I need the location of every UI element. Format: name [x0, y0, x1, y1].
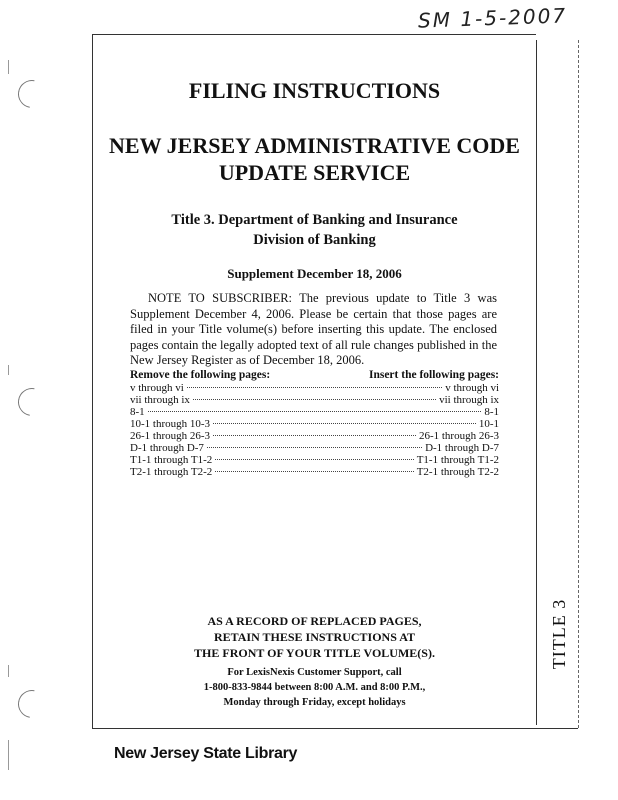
remove-pages: 10-1 through 10-3 — [130, 418, 211, 430]
code-title-line: NEW JERSEY ADMINISTRATIVE CODE — [109, 133, 520, 158]
insert-pages: v through vi — [445, 382, 499, 394]
department-title: Title 3. Department of Banking and Insurance — [171, 212, 458, 228]
insert-pages: T1-1 through T1-2 — [416, 454, 499, 466]
page-row — [130, 406, 499, 418]
dot-leader — [213, 435, 416, 436]
dot-leader — [207, 447, 422, 448]
supplement-date: Supplement December 18, 2006 — [227, 266, 402, 281]
department-heading — [93, 210, 536, 250]
insert-pages: T2-1 through T2-2 — [416, 466, 499, 478]
support-phone: 1-800-833-9844 between 8:00 A.M. and 8:00 P.M., — [203, 682, 426, 693]
remove-pages: T1-1 through T1-2 — [130, 454, 213, 466]
remove-pages-header: Remove the following pages: — [130, 369, 271, 381]
tab-divider-line — [536, 40, 537, 725]
scan-edge-mark — [8, 665, 9, 677]
page-list-header — [130, 368, 499, 382]
dot-leader — [213, 423, 476, 424]
page-row — [130, 430, 499, 442]
handwritten-date-stamp: SM 1-5-2007 — [417, 3, 568, 33]
page-row — [130, 442, 499, 454]
insert-pages: 10-1 — [478, 418, 499, 430]
code-title — [93, 132, 536, 186]
dot-leader — [215, 471, 413, 472]
customer-support-info — [93, 665, 536, 710]
record-notice-line: THE FRONT OF YOUR TITLE VOLUME(S). — [194, 646, 435, 660]
remove-pages: T2-1 through T2-2 — [130, 466, 213, 478]
remove-pages: 26-1 through 26-3 — [130, 430, 211, 442]
scan-edge-mark — [8, 60, 9, 74]
scan-edge-mark — [8, 365, 9, 375]
record-notice-line: RETAIN THESE INSTRUCTIONS AT — [213, 630, 416, 644]
page-row — [130, 394, 499, 406]
support-hours: Monday through Friday, except holidays — [223, 697, 406, 708]
dot-leader — [193, 399, 436, 400]
code-title-line: UPDATE SERVICE — [218, 160, 411, 185]
page-replacement-list — [130, 368, 499, 478]
remove-pages: v through vi — [130, 382, 184, 394]
page-row — [130, 382, 499, 394]
dot-leader — [148, 411, 482, 412]
punch-hole-icon — [13, 75, 52, 114]
division-title: Division of Banking — [253, 232, 376, 248]
title-tab-label: TITLE 3 — [549, 598, 569, 670]
page-frame-top — [92, 34, 536, 35]
remove-pages: vii through ix — [130, 394, 190, 406]
dot-leader — [187, 387, 442, 388]
record-notice-line: AS A RECORD OF REPLACED PAGES, — [207, 614, 422, 628]
remove-pages: D-1 through D-7 — [130, 442, 204, 454]
page-rows — [130, 382, 499, 478]
page-title: FILING INSTRUCTIONS — [188, 78, 441, 103]
insert-pages: 26-1 through 26-3 — [418, 430, 499, 442]
library-footer: New Jersey State Library — [114, 745, 298, 762]
page-row — [130, 466, 499, 478]
page-row — [130, 418, 499, 430]
tab-edge-dashed-line — [578, 40, 579, 728]
subscriber-note: NOTE TO SUBSCRIBER: The previous update to Title 3 was Supplement December 4, 2006. Please be certain that those pages are filed in your Title volume(s) before inserting this update. The enclosed pages contain the legally adopted text of all rule changes published in the New Jersey Register as of December 18, 2006. — [130, 291, 497, 367]
insert-pages: vii through ix — [439, 394, 499, 406]
insert-pages: D-1 through D-7 — [425, 442, 499, 454]
record-notice — [93, 613, 536, 661]
page-row — [130, 454, 499, 466]
page-frame-bottom — [92, 728, 578, 729]
insert-pages: 8-1 — [484, 406, 499, 418]
support-line: For LexisNexis Customer Support, call — [227, 667, 402, 678]
insert-pages-header: Insert the following pages: — [368, 369, 499, 381]
scan-edge-mark — [8, 740, 9, 770]
punch-hole-icon — [13, 685, 52, 724]
remove-pages: 8-1 — [130, 406, 145, 418]
dot-leader — [215, 459, 413, 460]
punch-hole-icon — [13, 383, 52, 422]
